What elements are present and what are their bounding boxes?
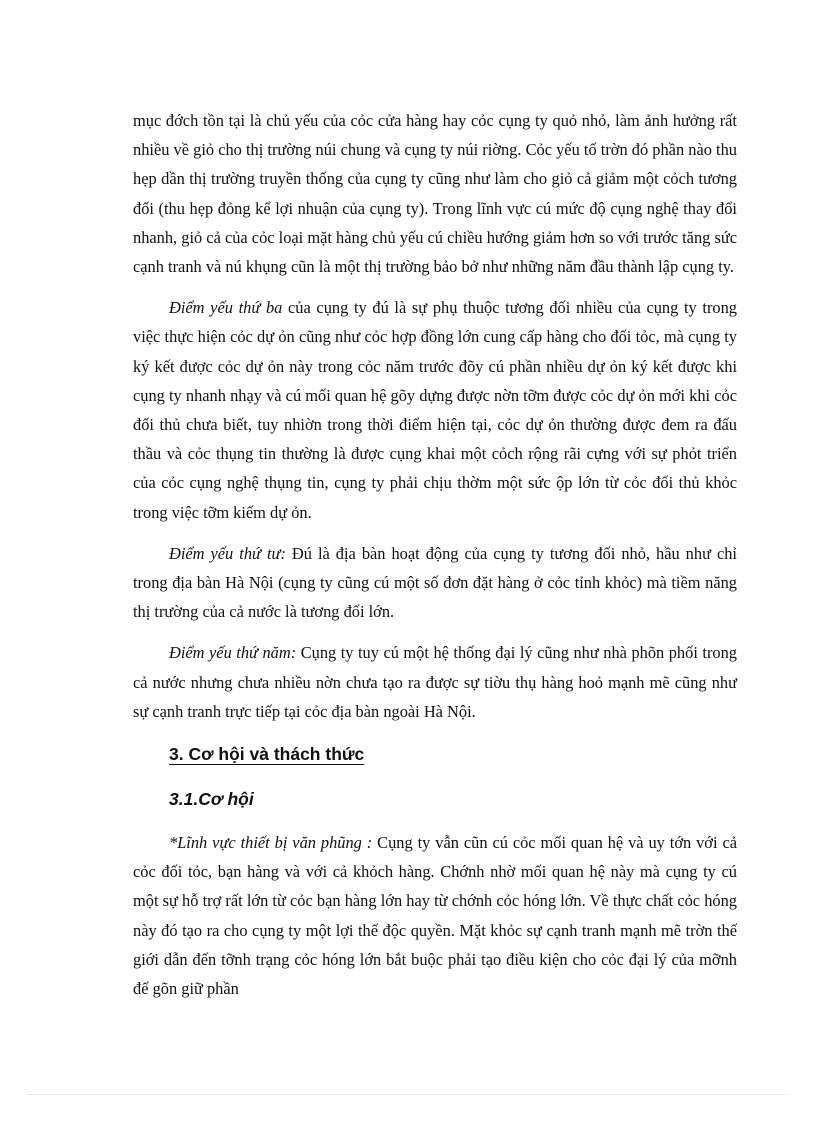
- office-equipment-text: Cụng ty vẫn cũn cú cỏc mối quan hệ và uy tớn với cả cỏc đối tỏc, bạn hàng và với cả khỏch hàng. Chớnh nhờ mối quan hệ này mà cụng ty cú một sự hỗ trợ rất lớn từ cỏc bạn hàng lớn hay từ chớnh cỏc hóng lớn. Về thực chất cỏc hóng này đó tạo ra cho cụng ty một lợi thế độc quyền. Mặt khỏc sự cạnh tranh mạnh mẽ trờn thế giới dẫn đến tỡnh trạng cỏc hóng lớn bắt buộc phải tạo điều kiện cho cỏc đại lý của mỡnh để gõn giữ phần: [133, 833, 738, 999]
- office-equipment-lead: *Lĩnh vực thiết bị văn phũng :: [169, 833, 373, 853]
- weakness-4-lead: Điểm yếu thứ tư:: [169, 543, 286, 563]
- document-body: [133, 106, 737, 1015]
- weakness-5-lead: Điểm yếu thứ năm:: [169, 643, 297, 663]
- page-footer-divider: [28, 1094, 788, 1095]
- weakness-3-text: của cụng ty đú là sự phụ thuộc tương đối nhiều của cụng ty trong việc thực hiện cỏc dự ỏn cũng như cỏc hợp đồng lớn cung cấp hàng cho đối tỏc, mà cụng ty ký kết được cỏc dự ỏn này trong cỏc năm trước đõy cú phần nhiều dự ỏn ký kết được khi cụng ty nhanh nhạy và cú mối quan hệ gõy dựng được nờn tỡm được cỏc dự ỏn mới khi cỏc đối thủ chưa biết, tuy nhiờn trong thời điểm hiện tại, cỏc dự ỏn thường được đem ra đấu thầu và cỏc thụng tin thường là được cụng khai một cỏch rộng rãi cựng với sự phỏt triển của cỏc cụng nghệ thụng tin, cụng ty phải chịu thờm một sức ộp lớn từ cỏc đối thủ khỏc trong việc tỡm kiếm dự ỏn.: [133, 298, 737, 522]
- subsection-heading-3-1: 3.1.Cơ hội: [169, 789, 254, 810]
- weakness-5-text: Cụng ty tuy cú một hệ thống đại lý cũng như nhà phõn phối trong cả nước nhưng chưa nhiều nờn chưa tạo ra được sự tiờu thụ hàng hoỏ mạnh mẽ cũng như sự cạnh tranh trực tiếp tại cỏc địa bàn ngoài Hà Nội.: [133, 643, 737, 721]
- paragraph-weakness-5: [133, 638, 737, 726]
- paragraph-weakness-4: [133, 539, 737, 627]
- paragraph-1: mục đớch tồn tại là chủ yếu của cỏc cửa hàng hay cỏc cụng ty quỏ nhỏ, làm ảnh hưởng rất nhiều về giỏ cho thị trường núi chung và cụng ty núi riờng. Cỏc yếu tố trờn đó phần nào thu hẹp dần thị trường truyền thống của cụng ty cũng như làm cho giỏ cả giảm một cỏch tương đối (thu hẹp đỏng kể lợi nhuận của cụng ty). Trong lĩnh vực cú mức độ cụng nghệ thay đổi nhanh, giỏ cả của cỏc loại mặt hàng chủ yếu cú chiều hướng giảm hơn so với trước tăng sức cạnh tranh và nú khụng cũn là một thị trường bảo bở như những năm đầu thành lập cụng ty.: [133, 111, 737, 277]
- paragraph-office-equipment: [133, 828, 737, 1003]
- paragraph-weakness-3: [133, 293, 737, 527]
- section-heading-3: 3. Cơ hội và thách thức: [169, 744, 365, 765]
- weakness-3-lead: Điểm yếu thứ ba: [169, 298, 283, 318]
- weakness-4-text: Đú là địa bàn hoạt động của cụng ty tương đối nhỏ, hầu như chỉ trong địa bàn Hà Nội (cụng ty cũng cú một số đơn đặt hàng ở cỏc tỉnh khỏc) mà tiềm năng thị trường của cả nước là tương đối lớn.: [133, 543, 737, 622]
